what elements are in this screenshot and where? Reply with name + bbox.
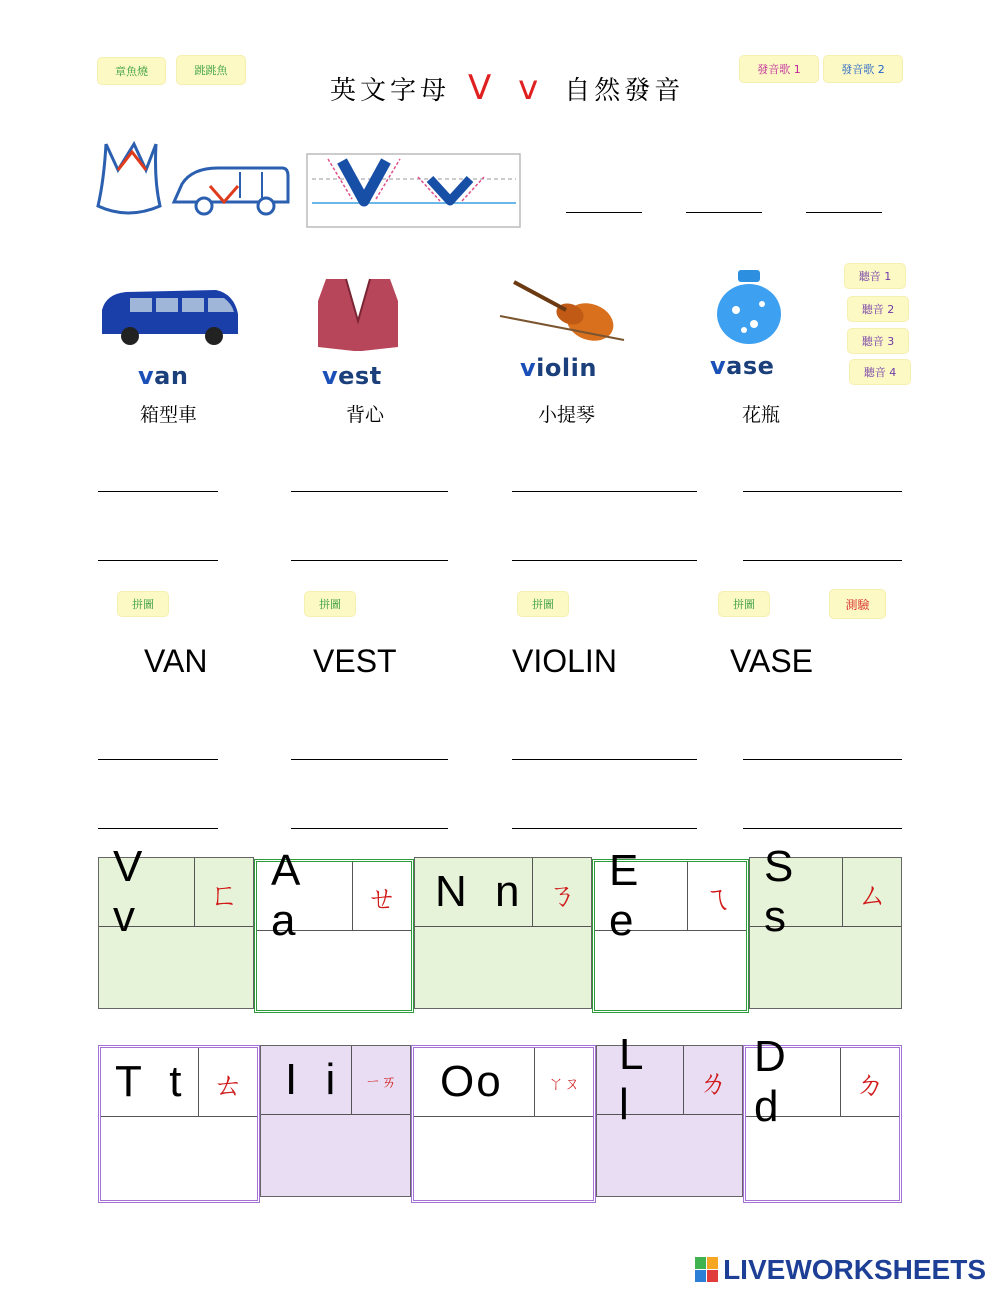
word-chinese-van: 箱型車 bbox=[140, 404, 198, 426]
letter-cell-v[interactable] bbox=[98, 842, 254, 1009]
answer-line[interactable] bbox=[686, 212, 762, 213]
word-chinese-violin: 小提琴 bbox=[538, 404, 596, 426]
cell-zhuyin: ㄧㄞ bbox=[364, 1071, 397, 1091]
vest-picture bbox=[312, 275, 404, 355]
word-first-letter: v bbox=[138, 362, 155, 390]
word-chinese-vest: 背心 bbox=[346, 404, 385, 426]
cell-zhuyin: ㄈ bbox=[209, 878, 239, 913]
quiz-button[interactable]: 測驗 bbox=[830, 590, 885, 618]
octopus-ball-button[interactable]: 章魚燒 bbox=[98, 58, 165, 84]
liveworksheets-logo bbox=[695, 1254, 986, 1286]
violin-picture bbox=[496, 276, 626, 348]
cell-zhuyin: ㄉ bbox=[855, 1068, 885, 1103]
cell-zhuyin: ㄙ bbox=[857, 878, 887, 913]
cell-letters: D d bbox=[746, 1048, 841, 1116]
word-vase bbox=[710, 352, 774, 380]
letter-cell-o[interactable] bbox=[411, 1045, 596, 1203]
cell-zhuyin: ㄋ bbox=[547, 878, 577, 913]
phonics-song-1-button[interactable]: 發音歌 1 bbox=[740, 56, 818, 82]
word-violin bbox=[520, 354, 597, 382]
cell-letters: L l bbox=[597, 1046, 684, 1114]
cell-letters: E e bbox=[595, 862, 688, 930]
answer-line[interactable] bbox=[806, 212, 882, 213]
listen-4-button[interactable]: 聽音 4 bbox=[850, 360, 910, 384]
cell-zhuyin: ㄟ bbox=[702, 882, 732, 917]
writing-line[interactable] bbox=[98, 560, 218, 561]
puzzle-violin-button[interactable]: 拼圖 bbox=[518, 592, 568, 616]
cell-zhuyin: ㄌ bbox=[698, 1066, 728, 1101]
listen-1-button[interactable]: 聽音 1 bbox=[845, 264, 905, 288]
cell-zhuyin: ㄊ bbox=[213, 1068, 243, 1103]
cell-letters: I i bbox=[261, 1046, 352, 1114]
letter-cell-d[interactable] bbox=[743, 1032, 902, 1203]
word-chinese-vase: 花瓶 bbox=[742, 404, 781, 426]
cell-zhuyin: ㄚㄡ bbox=[547, 1073, 580, 1093]
cell-letters: A a bbox=[257, 862, 353, 930]
writing-line[interactable] bbox=[291, 491, 448, 492]
phonics-song-2-button[interactable]: 發音歌 2 bbox=[824, 56, 902, 82]
answer-box[interactable] bbox=[261, 1115, 410, 1197]
liveworksheets-logo-icon bbox=[695, 1257, 719, 1283]
cell-letters: S s bbox=[750, 858, 843, 926]
letter-cell-i[interactable] bbox=[260, 1045, 411, 1197]
dress-v-illustration bbox=[96, 140, 166, 220]
title-letter: V v bbox=[468, 68, 547, 108]
writing-line[interactable] bbox=[291, 560, 448, 561]
writing-line[interactable] bbox=[291, 759, 448, 760]
letter-cell-e[interactable] bbox=[592, 846, 749, 1013]
vase-picture bbox=[714, 268, 784, 348]
writing-line[interactable] bbox=[98, 759, 218, 760]
letter-cell-l[interactable] bbox=[596, 1030, 743, 1197]
writing-line[interactable] bbox=[743, 828, 902, 829]
word-van bbox=[138, 362, 188, 390]
word-rest: ase bbox=[726, 352, 775, 380]
van-picture bbox=[96, 284, 242, 348]
answer-box[interactable] bbox=[101, 1117, 257, 1199]
cell-letters: Oo bbox=[414, 1048, 535, 1116]
listen-3-button[interactable]: 聽音 3 bbox=[848, 329, 908, 353]
writing-line[interactable] bbox=[743, 491, 902, 492]
cap-word-van: VAN bbox=[144, 643, 208, 679]
cell-letters: N n bbox=[415, 858, 533, 926]
answer-line[interactable] bbox=[566, 212, 642, 213]
letter-cell-a[interactable] bbox=[254, 846, 414, 1013]
word-first-letter: v bbox=[322, 362, 339, 390]
puzzle-van-button[interactable]: 拼圖 bbox=[118, 592, 168, 616]
cell-letters: V v bbox=[99, 858, 195, 926]
cap-word-violin: VIOLIN bbox=[512, 643, 617, 679]
word-first-letter: v bbox=[710, 352, 727, 380]
word-rest: an bbox=[154, 362, 189, 390]
writing-line[interactable] bbox=[743, 759, 902, 760]
cell-letters: T t bbox=[101, 1048, 199, 1116]
cell-zhuyin: ㄝ bbox=[367, 882, 397, 917]
answer-box[interactable] bbox=[415, 927, 591, 1009]
writing-line[interactable] bbox=[512, 828, 697, 829]
puzzle-vase-button[interactable]: 拼圖 bbox=[719, 592, 769, 616]
answer-box[interactable] bbox=[414, 1117, 593, 1199]
word-vest bbox=[322, 362, 382, 390]
writing-line[interactable] bbox=[291, 828, 448, 829]
cap-word-vase: VASE bbox=[730, 643, 813, 679]
title-suffix: 自然發音 bbox=[564, 76, 685, 106]
writing-line[interactable] bbox=[512, 560, 697, 561]
puzzle-vest-button[interactable]: 拼圖 bbox=[305, 592, 355, 616]
van-v-illustration bbox=[170, 162, 292, 218]
word-rest: iolin bbox=[536, 354, 597, 382]
word-first-letter: v bbox=[520, 354, 537, 382]
writing-line[interactable] bbox=[98, 491, 218, 492]
page-title bbox=[330, 68, 684, 108]
writing-line[interactable] bbox=[512, 491, 697, 492]
word-rest: est bbox=[338, 362, 382, 390]
listen-2-button[interactable]: 聽音 2 bbox=[848, 297, 908, 321]
writing-line[interactable] bbox=[98, 828, 218, 829]
writing-line[interactable] bbox=[743, 560, 902, 561]
writing-line[interactable] bbox=[512, 759, 697, 760]
cap-word-vest: VEST bbox=[313, 643, 397, 679]
letter-cell-t[interactable] bbox=[98, 1045, 260, 1203]
title-prefix: 英文字母 bbox=[330, 76, 451, 106]
mudskipper-button[interactable]: 跳跳魚 bbox=[177, 56, 245, 84]
logo-text: LIVEWORKSHEETS bbox=[723, 1254, 986, 1285]
v-stroke-order-icon bbox=[306, 153, 522, 229]
letter-cell-s[interactable] bbox=[749, 842, 902, 1009]
letter-cell-n[interactable] bbox=[414, 857, 592, 1009]
